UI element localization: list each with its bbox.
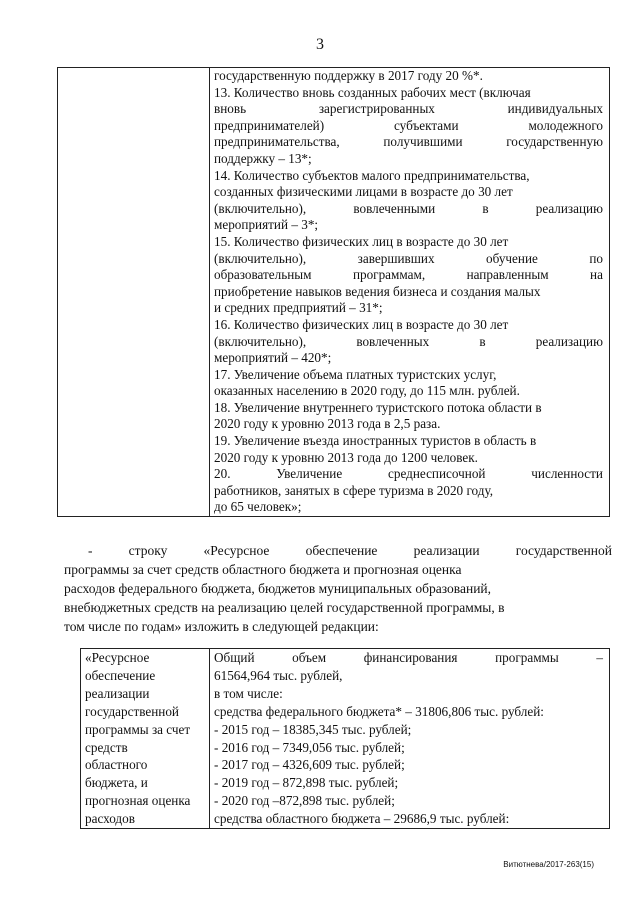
resource-label-line: реализации [85, 685, 150, 701]
word: в [479, 333, 486, 349]
goals-table [57, 67, 610, 517]
word: завершивших [357, 250, 435, 266]
intro-line: том числе по годам» изложить в следующей редакции: [64, 619, 379, 634]
word: среднесписочной [388, 466, 486, 482]
intro-line: внебюджетных средств на реализацию целей государственной программы, в [64, 600, 505, 615]
goals-line: и средних предприятий – 31*; [214, 300, 383, 316]
word: государственной [515, 543, 612, 558]
goals-line [214, 101, 603, 118]
resource-value-line: 61564,964 тыс. рублей, [214, 667, 343, 683]
word: – [596, 650, 603, 665]
goals-line: 2020 году к уровню 2013 года в 2,5 раза. [214, 416, 441, 432]
word: (включительно), [214, 200, 307, 216]
goals-line: 2020 году к уровню 2013 года до 1200 человек. [214, 449, 478, 465]
goals-line: поддержку – 13*; [214, 150, 312, 166]
document-code: Витютнева/2017-263(15) [503, 860, 594, 869]
word: 20. [214, 466, 231, 482]
resource-table-left-cell [81, 649, 210, 829]
word: зарегистрированных [318, 101, 435, 117]
word: субъектами [394, 117, 459, 133]
word: (включительно), [214, 250, 307, 266]
resource-value-line: - 2019 год – 872,898 тыс. рублей; [214, 775, 399, 791]
resource-label-line: государственной [85, 703, 179, 719]
word: индивидуальных [507, 101, 603, 117]
resource-value-line [214, 649, 603, 667]
word: по [589, 250, 603, 266]
resource-label-line: областного [85, 757, 148, 773]
word: на [590, 267, 603, 283]
goals-line: 15. Количество физических лиц в возрасте до 30 лет [214, 233, 509, 249]
goals-line [214, 267, 603, 284]
goals-line: 13. Количество вновь созданных рабочих мест (включая [214, 84, 531, 100]
goals-table-left-cell [58, 68, 210, 517]
goals-line: 17. Увеличение объема платных туристских услуг, [214, 366, 497, 382]
resource-label-line: обеспечение [85, 667, 156, 683]
goals-line: 16. Количество физических лиц в возрасте до 30 лет [214, 316, 509, 332]
word: в [482, 200, 489, 216]
goals-line: созданных физическими лицами в возрасте до 30 лет [214, 184, 513, 200]
word: численности [531, 466, 603, 482]
word: «Ресурсное [203, 543, 270, 558]
resource-label-line: программы за счет [85, 721, 191, 737]
resource-value-line: - 2020 год –872,898 тыс. рублей; [214, 793, 395, 809]
word: государственную [506, 134, 603, 150]
goals-line: 19. Увеличение въезда иностранных туристов в область в [214, 433, 537, 449]
resource-value-line: в том числе: [214, 685, 283, 701]
word: реализацию [535, 200, 603, 216]
word: строку [128, 543, 168, 558]
word: направленным [466, 267, 549, 283]
word: предпринимательства, [214, 134, 340, 150]
resource-value-line: - 2015 год – 18385,345 тыс. рублей; [214, 721, 412, 737]
goals-line: 14. Количество субъектов малого предпринимательства, [214, 167, 530, 183]
word: программы [495, 650, 559, 665]
goals-line: оказанных населению в 2020 году, до 115 млн. рублей. [214, 383, 520, 399]
goals-line: государственную поддержку в 2017 году 20 %*. [214, 68, 483, 83]
resource-value-line: средства федерального бюджета* – 31806,806 тыс. рублей: [214, 703, 544, 719]
word: Общий [214, 650, 255, 665]
word: обеспечение [305, 543, 378, 558]
word: финансирования [363, 650, 458, 665]
word: реализацию [535, 333, 603, 349]
goals-line [214, 134, 603, 151]
page-number: 3 [316, 36, 324, 53]
goals-line [214, 251, 603, 268]
resource-value-line: - 2017 год – 4326,609 тыс. рублей; [214, 757, 405, 773]
goals-line: до 65 человек»; [214, 499, 302, 515]
word: получившими [383, 134, 463, 150]
resource-value-line: средства областного бюджета – 29686,9 тыс. рублей: [214, 811, 510, 827]
goals-table-right-cell [210, 68, 610, 517]
resource-table [80, 648, 610, 829]
word: реализации [413, 543, 480, 558]
resource-label-line: прогнозная оценка [85, 793, 191, 809]
intro-line [88, 541, 612, 560]
intro-line: расходов федерального бюджета, бюджетов муниципальных образований, [64, 581, 492, 596]
word: предпринимателей) [214, 117, 325, 133]
goals-line: приобретение навыков ведения бизнеса и создания малых [214, 283, 541, 299]
resource-label-line: средств [85, 739, 128, 755]
goals-line [214, 201, 603, 218]
word: Увеличение [276, 466, 343, 482]
goals-line [214, 466, 603, 483]
word: вовлеченных [356, 333, 430, 349]
word: обучение [486, 250, 538, 266]
resource-label-line: расходов [85, 811, 135, 827]
resource-label-line: бюджета, и [85, 775, 148, 791]
goals-line: мероприятий – 3*; [214, 217, 319, 233]
word: (включительно), [214, 333, 307, 349]
intro-line: программы за счет средств областного бюджета и прогнозная оценка [64, 562, 462, 577]
word: программам, [352, 267, 426, 283]
word: вновь [214, 101, 247, 117]
word: - [88, 543, 93, 558]
goals-line: мероприятий – 420*; [214, 350, 332, 366]
resource-value-line: - 2016 год – 7349,056 тыс. рублей; [214, 739, 405, 755]
word: вовлеченными [353, 200, 436, 216]
word: молодежного [528, 117, 603, 133]
goals-line: 18. Увеличение внутреннего туристского потока области в [214, 399, 542, 415]
goals-line [214, 118, 603, 135]
goals-line [214, 334, 603, 351]
goals-line: работников, занятых в сфере туризма в 2020 году, [214, 482, 494, 498]
resource-label-line: «Ресурсное [85, 650, 150, 665]
word: объем [292, 650, 327, 665]
amendment-paragraph [64, 541, 612, 636]
word: образовательным [214, 267, 312, 283]
resource-table-right-cell [210, 649, 610, 829]
